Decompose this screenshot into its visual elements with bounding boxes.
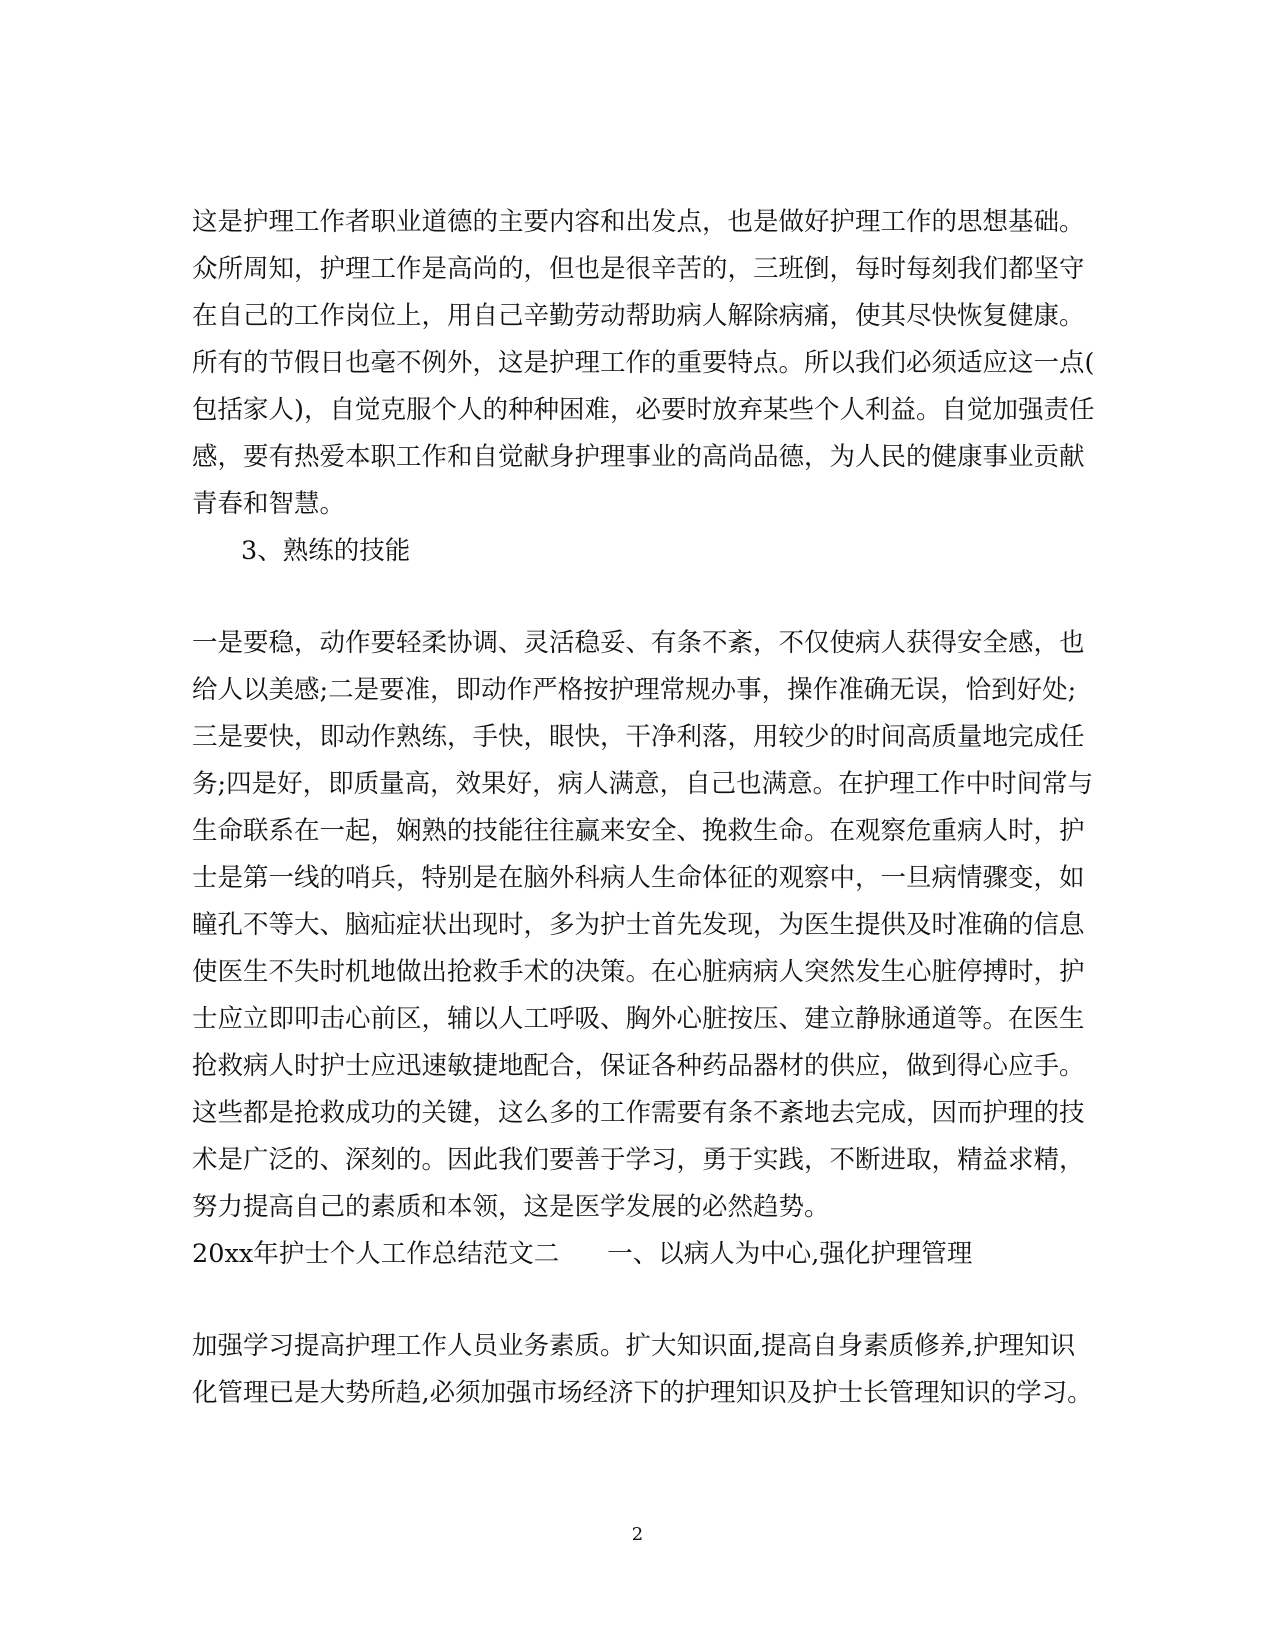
paragraph-line: 使医生不失时机地做出抢救手术的决策。在心脏病病人突然发生心脏停搏时，护: [192, 957, 1085, 987]
paragraph-line: 抢救病人时护士应迅速敏捷地配合，保证各种药品器材的供应，做到得心应手。: [192, 1051, 1085, 1081]
section-heading: [192, 1237, 1082, 1271]
paragraph-line: 在自己的工作岗位上，用自己辛勤劳动帮助病人解除病痛，使其尽快恢复健康。: [192, 301, 1085, 331]
paragraph-line: 所有的节假日也毫不例外，这是护理工作的重要特点。所以我们必须适应这一点(: [192, 348, 1095, 378]
paragraph-line: 给人以美感;二是要准，即动作严格按护理常规办事，操作准确无误，恰到好处;: [192, 675, 1077, 705]
paragraph-line: 努力提高自己的素质和本领，这是医学发展的必然趋势。: [192, 1192, 830, 1222]
paragraph-line: 务;四是好，即质量高，效果好，病人满意，自己也满意。在护理工作中时间常与: [192, 769, 1094, 799]
section-subtitle: 一、以病人为中心,强化护理管理: [607, 1239, 973, 1269]
paragraph-line: 青春和智慧。: [192, 489, 346, 519]
paragraph-line: 感，要有热爱本职工作和自觉献身护理事业的高尚品德，为人民的健康事业贡献: [192, 442, 1085, 472]
paragraph-line: 众所周知，护理工作是高尚的，但也是很辛苦的，三班倒，每时每刻我们都坚守: [192, 254, 1085, 284]
paragraph-line: 化管理已是大势所趋,必须加强市场经济下的护理知识及护士长管理知识的学习。: [192, 1378, 1093, 1408]
subheading: 3、熟练的技能: [241, 536, 411, 566]
paragraph-line: 三是要快，即动作熟练，手快，眼快，干净利落，用较少的时间高质量地完成任: [192, 722, 1085, 752]
page-number: 2: [631, 1524, 644, 1545]
section-title: 20xx年护士个人工作总结范文二: [192, 1239, 560, 1269]
paragraph-line: 士应立即叩击心前区，辅以人工呼吸、胸外心脏按压、建立静脉通道等。在医生: [192, 1004, 1085, 1034]
paragraph-line: 包括家人)，自觉克服个人的种种困难，必要时放弃某些个人利益。自觉加强责任: [192, 395, 1095, 425]
paragraph-line: 士是第一线的哨兵，特别是在脑外科病人生命体征的观察中，一旦病情骤变，如: [192, 863, 1085, 893]
paragraph-line: 术是广泛的、深刻的。因此我们要善于学习，勇于实践，不断进取，精益求精，: [192, 1145, 1085, 1175]
paragraph-line: 这是护理工作者职业道德的主要内容和出发点，也是做好护理工作的思想基础。: [192, 207, 1085, 237]
paragraph-line: 瞳孔不等大、脑疝症状出现时，多为护士首先发现，为医生提供及时准确的信息: [192, 910, 1085, 940]
paragraph-line: 生命联系在一起，娴熟的技能往往赢来安全、挽救生命。在观察危重病人时，护: [192, 816, 1085, 846]
paragraph-line: 加强学习提高护理工作人员业务素质。扩大知识面,提高自身素质修养,护理知识: [192, 1331, 1076, 1361]
paragraph-line: 这些都是抢救成功的关键，这么多的工作需要有条不紊地去完成，因而护理的技: [192, 1098, 1085, 1128]
paragraph-line: 一是要稳，动作要轻柔协调、灵活稳妥、有条不紊，不仅使病人获得安全感，也: [192, 628, 1085, 658]
